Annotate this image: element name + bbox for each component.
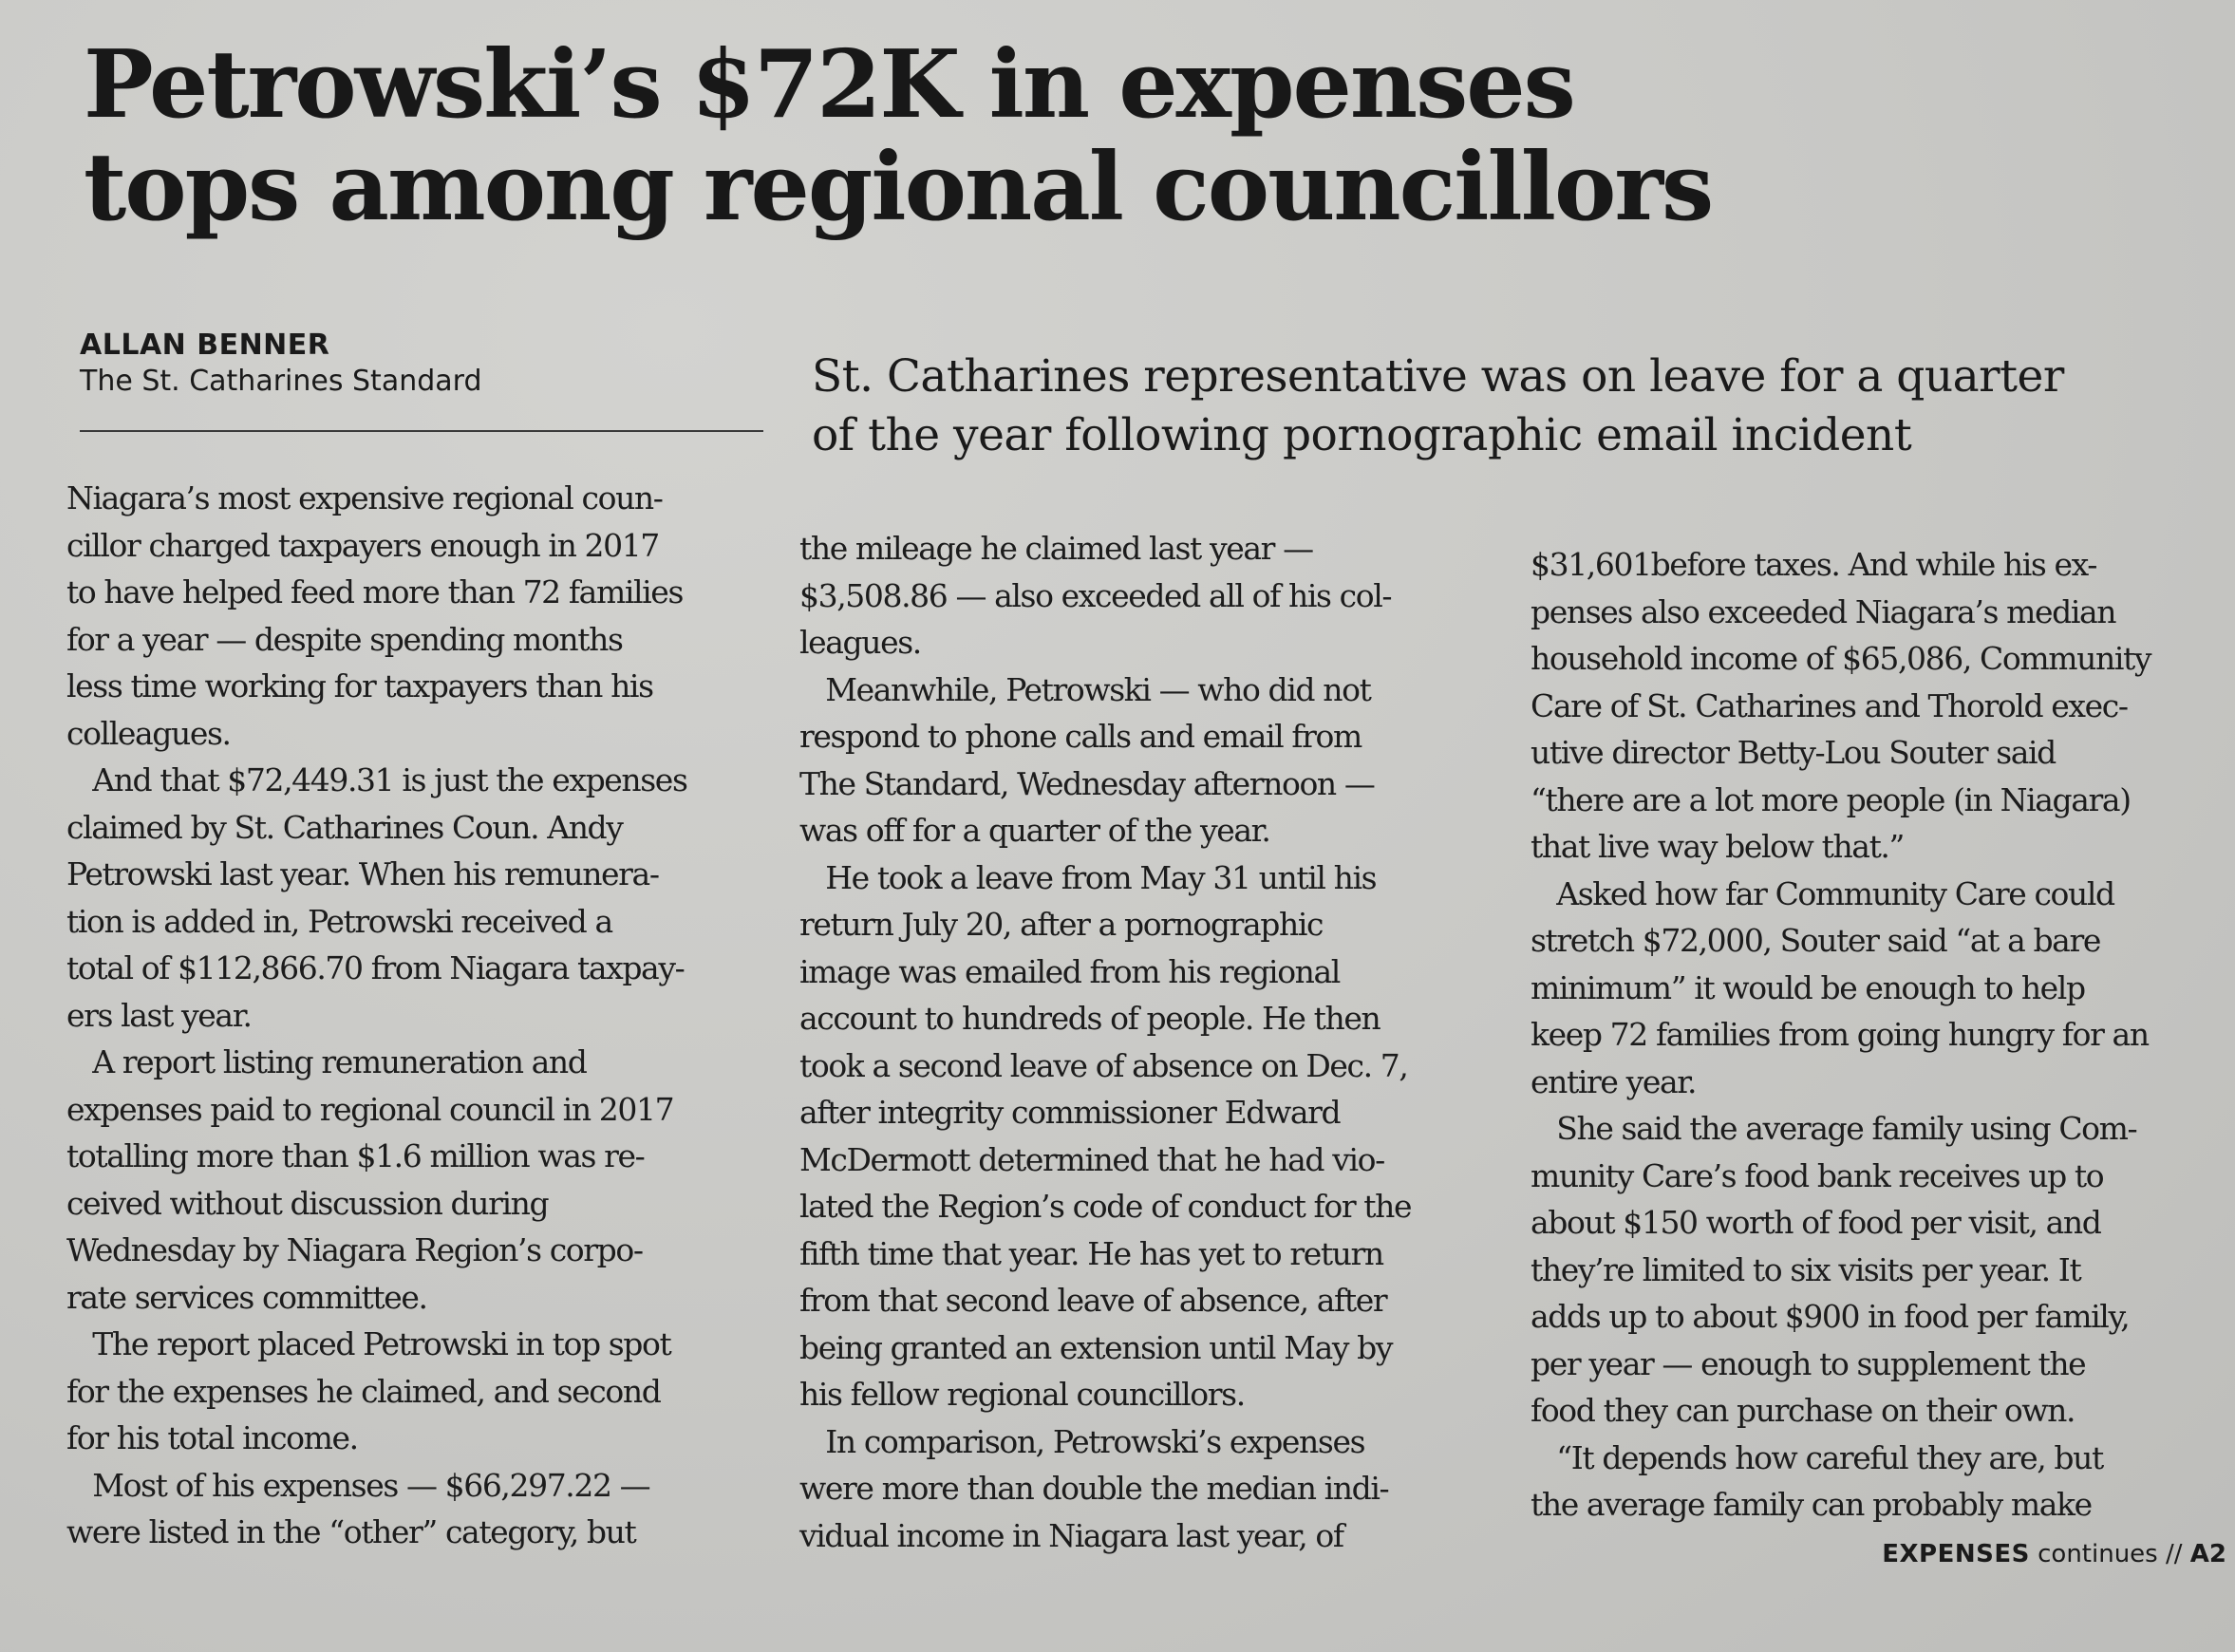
headline-line: Petrowski’s $72K in expenses xyxy=(84,30,1574,140)
article-text-line: McDermott determined that he had vio- xyxy=(799,1140,1384,1178)
article-text-line: Meanwhile, Petrowski — who did not xyxy=(799,670,1371,708)
article-text-line: total of $112,866.70 from Niagara taxpay- xyxy=(66,949,685,986)
article-text-line: leagues. xyxy=(799,624,921,661)
article-text-line: munity Care’s food bank receives up to xyxy=(1531,1156,2104,1194)
article-text-line: stretch $72,000, Souter said “at a bare xyxy=(1531,922,2100,959)
article-column-2 xyxy=(799,525,1483,1559)
article-text-line: return July 20, after a pornographic xyxy=(799,906,1324,943)
article-text-line: In comparison, Petrowski’s expenses xyxy=(799,1422,1365,1460)
article-text-line: being granted an extension until May by xyxy=(799,1328,1393,1366)
article-text-line: the average family can probably make xyxy=(1531,1486,2092,1523)
subheadline-line: of the year following pornographic email incident xyxy=(812,409,1912,461)
article-text-line: entire year. xyxy=(1531,1062,1697,1100)
jump-line xyxy=(1828,1538,2226,1570)
article-text-line: The report placed Petrowski in top spot xyxy=(66,1325,671,1362)
subheadline-line: St. Catharines representative was on leave for a quarter xyxy=(812,350,2064,403)
article-text-line: tion is added in, Petrowski received a xyxy=(66,902,612,940)
article-text-line: Wednesday by Niagara Region’s corpo- xyxy=(66,1231,643,1268)
article-text-line: colleagues. xyxy=(66,714,231,752)
article-text-line: ers last year. xyxy=(66,996,252,1034)
article-text-line: for his total income. xyxy=(66,1419,358,1456)
article-text-line: She said the average family using Com- xyxy=(1531,1110,2137,1147)
article-text-line: And that $72,449.31 is just the expenses xyxy=(66,761,687,798)
article-text-line: for a year — despite spending months xyxy=(66,620,623,658)
article-text-line: food they can purchase on their own. xyxy=(1531,1392,2075,1429)
article-text-line: “It depends how careful they are, but xyxy=(1531,1438,2103,1476)
article-text-line: The Standard, Wednesday afternoon — xyxy=(799,764,1375,802)
article-text-line: the mileage he claimed last year — xyxy=(799,530,1313,567)
article-text-line: rate services committee. xyxy=(66,1278,427,1316)
article-text-line: from that second leave of absence, after xyxy=(799,1282,1387,1319)
article-text-line: expenses paid to regional council in 2017 xyxy=(66,1090,674,1128)
article-column-3 xyxy=(1531,541,2224,1529)
article-text-line: about $150 worth of food per visit, and xyxy=(1531,1204,2101,1241)
article-text-line: Petrowski last year. When his remunera- xyxy=(66,855,659,892)
article-text-line: “there are a lot more people (in Niagara) xyxy=(1531,780,2131,818)
article-text-line: for the expenses he claimed, and second xyxy=(66,1372,661,1410)
article-text-line: minimum” it would be enough to help xyxy=(1531,968,2085,1006)
article-text-line: adds up to about $900 in food per family, xyxy=(1531,1298,2130,1335)
article-text-line: were more than double the median indi- xyxy=(799,1470,1389,1507)
article-text-line: $31,601before taxes. And while his ex- xyxy=(1531,546,2097,583)
article-text-line: to have helped feed more than 72 families xyxy=(66,573,683,610)
article-text-line: image was emailed from his regional xyxy=(799,952,1340,990)
article-text-line: after integrity commissioner Edward xyxy=(799,1094,1341,1131)
article-text-line: Asked how far Community Care could xyxy=(1531,874,2114,912)
byline-author: ALLAN BENNER xyxy=(80,329,330,362)
article-text-line: keep 72 families from going hungry for an xyxy=(1531,1016,2149,1053)
subheadline xyxy=(812,347,2188,465)
article-column-1 xyxy=(66,475,750,1556)
article-text-line: totalling more than $1.6 million was re- xyxy=(66,1137,645,1174)
article-text-line: Niagara’s most expensive regional coun- xyxy=(66,479,663,516)
article-text-line: took a second leave of absence on Dec. 7, xyxy=(799,1046,1408,1084)
article-text-line: his fellow regional councillors. xyxy=(799,1376,1245,1413)
article-text-line: Most of his expenses — $66,297.22 — xyxy=(66,1466,650,1504)
article-text-line: $3,508.86 — also exceeded all of his col- xyxy=(799,576,1392,614)
article-text-line: penses also exceeded Niagara’s median xyxy=(1531,592,2116,630)
jump-text: continues // xyxy=(2038,1540,2183,1568)
article-text-line: household income of $65,086, Community xyxy=(1531,640,2151,677)
jump-page: A2 xyxy=(2189,1540,2226,1568)
article-text-line: He took a leave from May 31 until his xyxy=(799,858,1377,896)
article-text-line: they’re limited to six visits per year. It xyxy=(1531,1250,2081,1288)
article-text-line: fifth time that year. He has yet to return xyxy=(799,1234,1383,1272)
byline-outlet: The St. Catharines Standard xyxy=(80,365,482,398)
article-text-line: was off for a quarter of the year. xyxy=(799,812,1270,849)
article-text-line: ceived without discussion during xyxy=(66,1184,549,1222)
article-text-line: respond to phone calls and email from xyxy=(799,718,1362,755)
headline-line: tops among regional councillors xyxy=(84,133,1713,242)
article-text-line: cillor charged taxpayers enough in 2017 xyxy=(66,526,659,564)
article-text-line: claimed by St. Catharines Coun. Andy xyxy=(66,808,623,846)
article-text-line: less time working for taxpayers than his xyxy=(66,667,653,704)
article-text-line: utive director Betty-Lou Souter said xyxy=(1531,734,2056,771)
byline-divider xyxy=(80,430,763,432)
article-text-line: were listed in the “other” category, but xyxy=(66,1513,636,1550)
article-text-line: lated the Region’s code of conduct for the xyxy=(799,1188,1412,1225)
article-text-line: that live way below that.” xyxy=(1531,828,1904,865)
headline xyxy=(84,30,2125,242)
byline xyxy=(80,329,763,401)
article-text-line: Care of St. Catharines and Thorold exec- xyxy=(1531,686,2128,724)
jump-keyword: EXPENSES xyxy=(1882,1540,2030,1568)
article-text-line: account to hundreds of people. He then xyxy=(799,1000,1380,1037)
article-text-line: A report listing remuneration and xyxy=(66,1043,587,1080)
article-text-line: per year — enough to supplement the xyxy=(1531,1344,2086,1382)
article-text-line: vidual income in Niagara last year, of xyxy=(799,1516,1343,1554)
